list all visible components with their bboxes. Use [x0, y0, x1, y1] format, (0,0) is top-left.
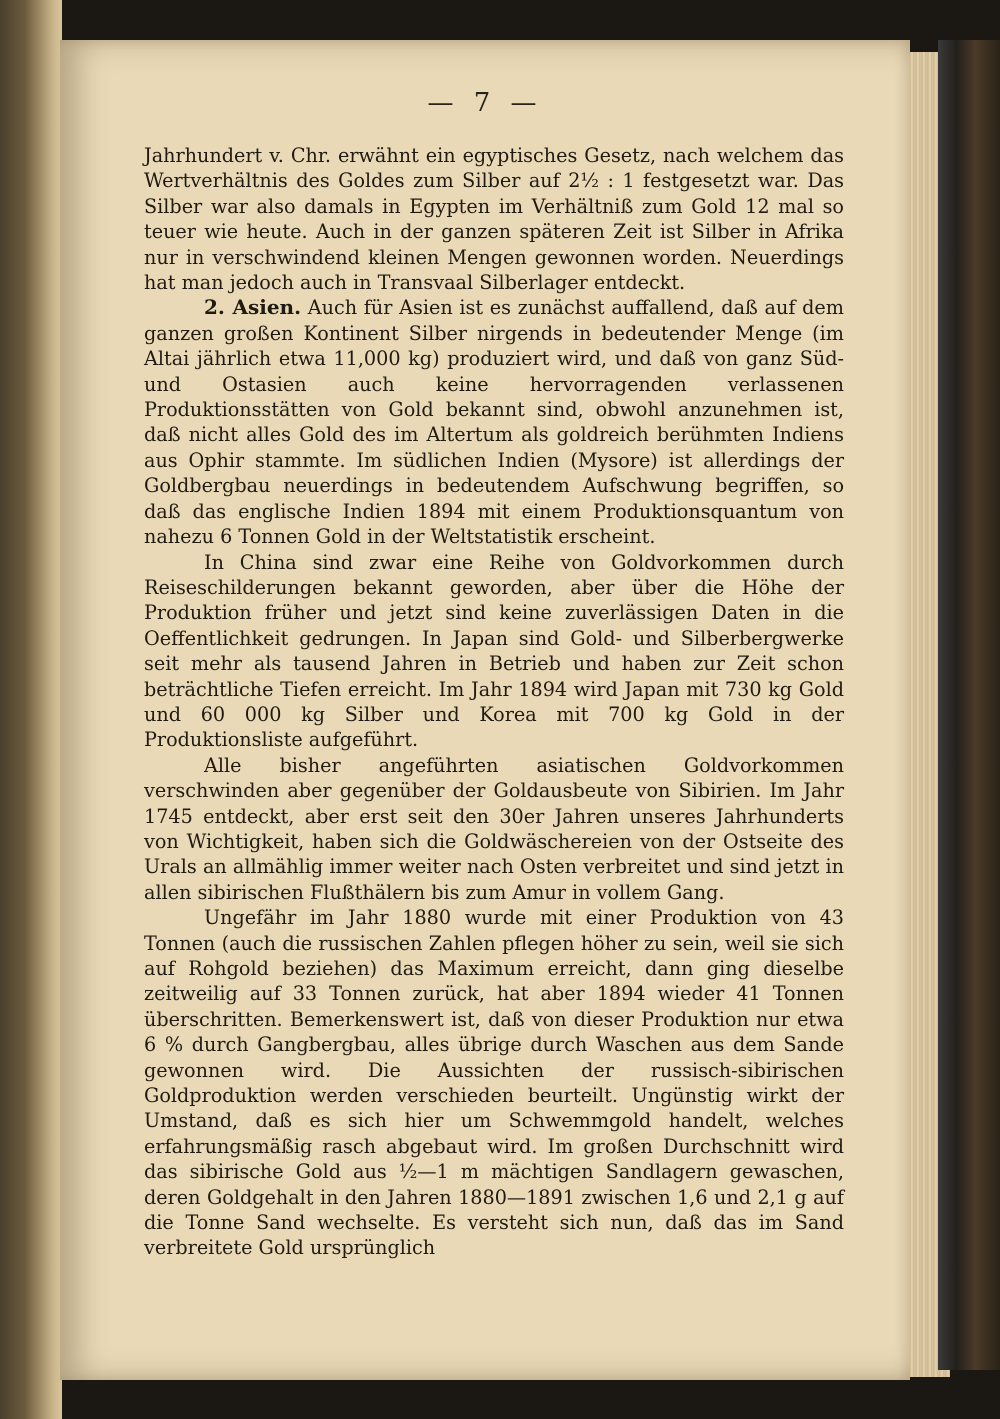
paragraph-text: Alle bisher angeführten asiatischen Goldvorkommen verschwinden aber gegenüber der Goldausbeute von Sibirien. Im Jahr 1745 entdeckt, aber erst seit den 30er Jahren unseres Jahrhunderts von Wichtigkeit, haben sich die Goldwäschereien von der Ostseite des Urals an allmählig immer weiter nach Osten verbreitet und sind jetzt in allen sibirischen Flußthälern bis zum Amur in vollem Gang. — [144, 753, 844, 904]
paragraph-1 — [144, 143, 844, 295]
paragraph-text: In China sind zwar eine Reihe von Goldvorkommen durch Reiseschilderungen bekannt geworden, aber über die Höhe der Produktion früher und jetzt sind keine zuverlässigen Daten in die Oeffentlichkeit gedrungen. In Japan sind Gold- und Silberbergwerke seit mehr als tausend Jahren in Betrieb und haben zur Zeit schon beträchtliche Tiefen erreicht. Im Jahr 1894 wird Japan mit 730 kg Gold und 60 000 kg Silber und Korea mit 700 kg Gold in der Produktionsliste aufgeführt. — [144, 550, 844, 752]
page-text — [144, 143, 844, 1261]
paragraph-5 — [144, 905, 844, 1261]
paragraph-text: Jahrhundert v. Chr. erwähnt ein egyptisches Gesetz, nach welchem das Wertverhältnis des Goldes zum Silber auf 2½ : 1 festgesetzt war. Das Silber war also damals in Egypten im Verhältniß zum Gold 12 mal so teuer wie heute. Auch in der ganzen späteren Zeit ist Silber in Afrika nur in verschwindend kleinen Mengen gewonnen worden. Neuerdings hat man jedoch auch in Transvaal Silberlager entdeckt. — [144, 144, 844, 295]
page-number: — 7 — — [427, 88, 543, 118]
section-heading-asien: 2. Asien. — [204, 295, 302, 320]
paragraph-text: Ungefähr im Jahr 1880 wurde mit einer Produktion von 43 Tonnen (auch die russischen Zahlen pflegen höher zu sein, weil sie sich auf Rohgold beziehen) das Maximum erreicht, dann ging dieselbe zeitweilig auf 33 Tonnen zurück, hat aber 1894 wieder 41 Tonnen überschritten. Bemerkenswert ist, daß von dieser Produktion nur etwa 6 % durch Gangbergbau, alles übrige durch Waschen aus dem Sande gewonnen wird. Die Aussichten der russisch-sibirischen Goldproduktion werden verschieden beurteilt. Ungünstig wirkt der Umstand, daß es sich hier um Schwemmgold handelt, welches erfahrungsmäßig rasch abgebaut wird. Im großen Durchschnitt wird das sibirische Gold aus ½—1 m mächtigen Sandlagern gewaschen, deren Goldgehalt in den Jahren 1880—1891 zwischen 1,6 und 2,1 g auf die Tonne Sand wechselte. Es versteht sich nun, daß das im Sand verbreitete Gold ursprünglich — [144, 906, 844, 1260]
book-page — [60, 40, 910, 1380]
paragraph-4 — [144, 753, 844, 905]
paragraph-2 — [144, 295, 844, 549]
book-cover-right — [938, 40, 1000, 1370]
paragraph-text: Auch für Asien ist es zunächst auffallend, daß auf dem ganzen großen Kontinent Silber nirgends in bedeutender Menge (im Altai jährlich etwa 11,000 kg) produziert wird, und daß von ganz Süd- und Ostasien auch keine hervorragenden verlassenen Produktionsstätten von Gold bekannt sind, obwohl anzunehmen ist, daß nicht alles Gold des im Altertum als goldreich berühmten Indiens aus Ophir stammte. Im südlichen Indien (Mysore) ist allerdings der Goldbergbau neuerdings in bedeutendem Aufschwung begriffen, so daß das englische Indien 1894 mit einem Produktionsquantum von nahezu 6 Tonnen Gold in der Weltstatistik erscheint. — [144, 296, 844, 549]
book-binding-left — [0, 0, 62, 1419]
paragraph-3 — [144, 550, 844, 753]
